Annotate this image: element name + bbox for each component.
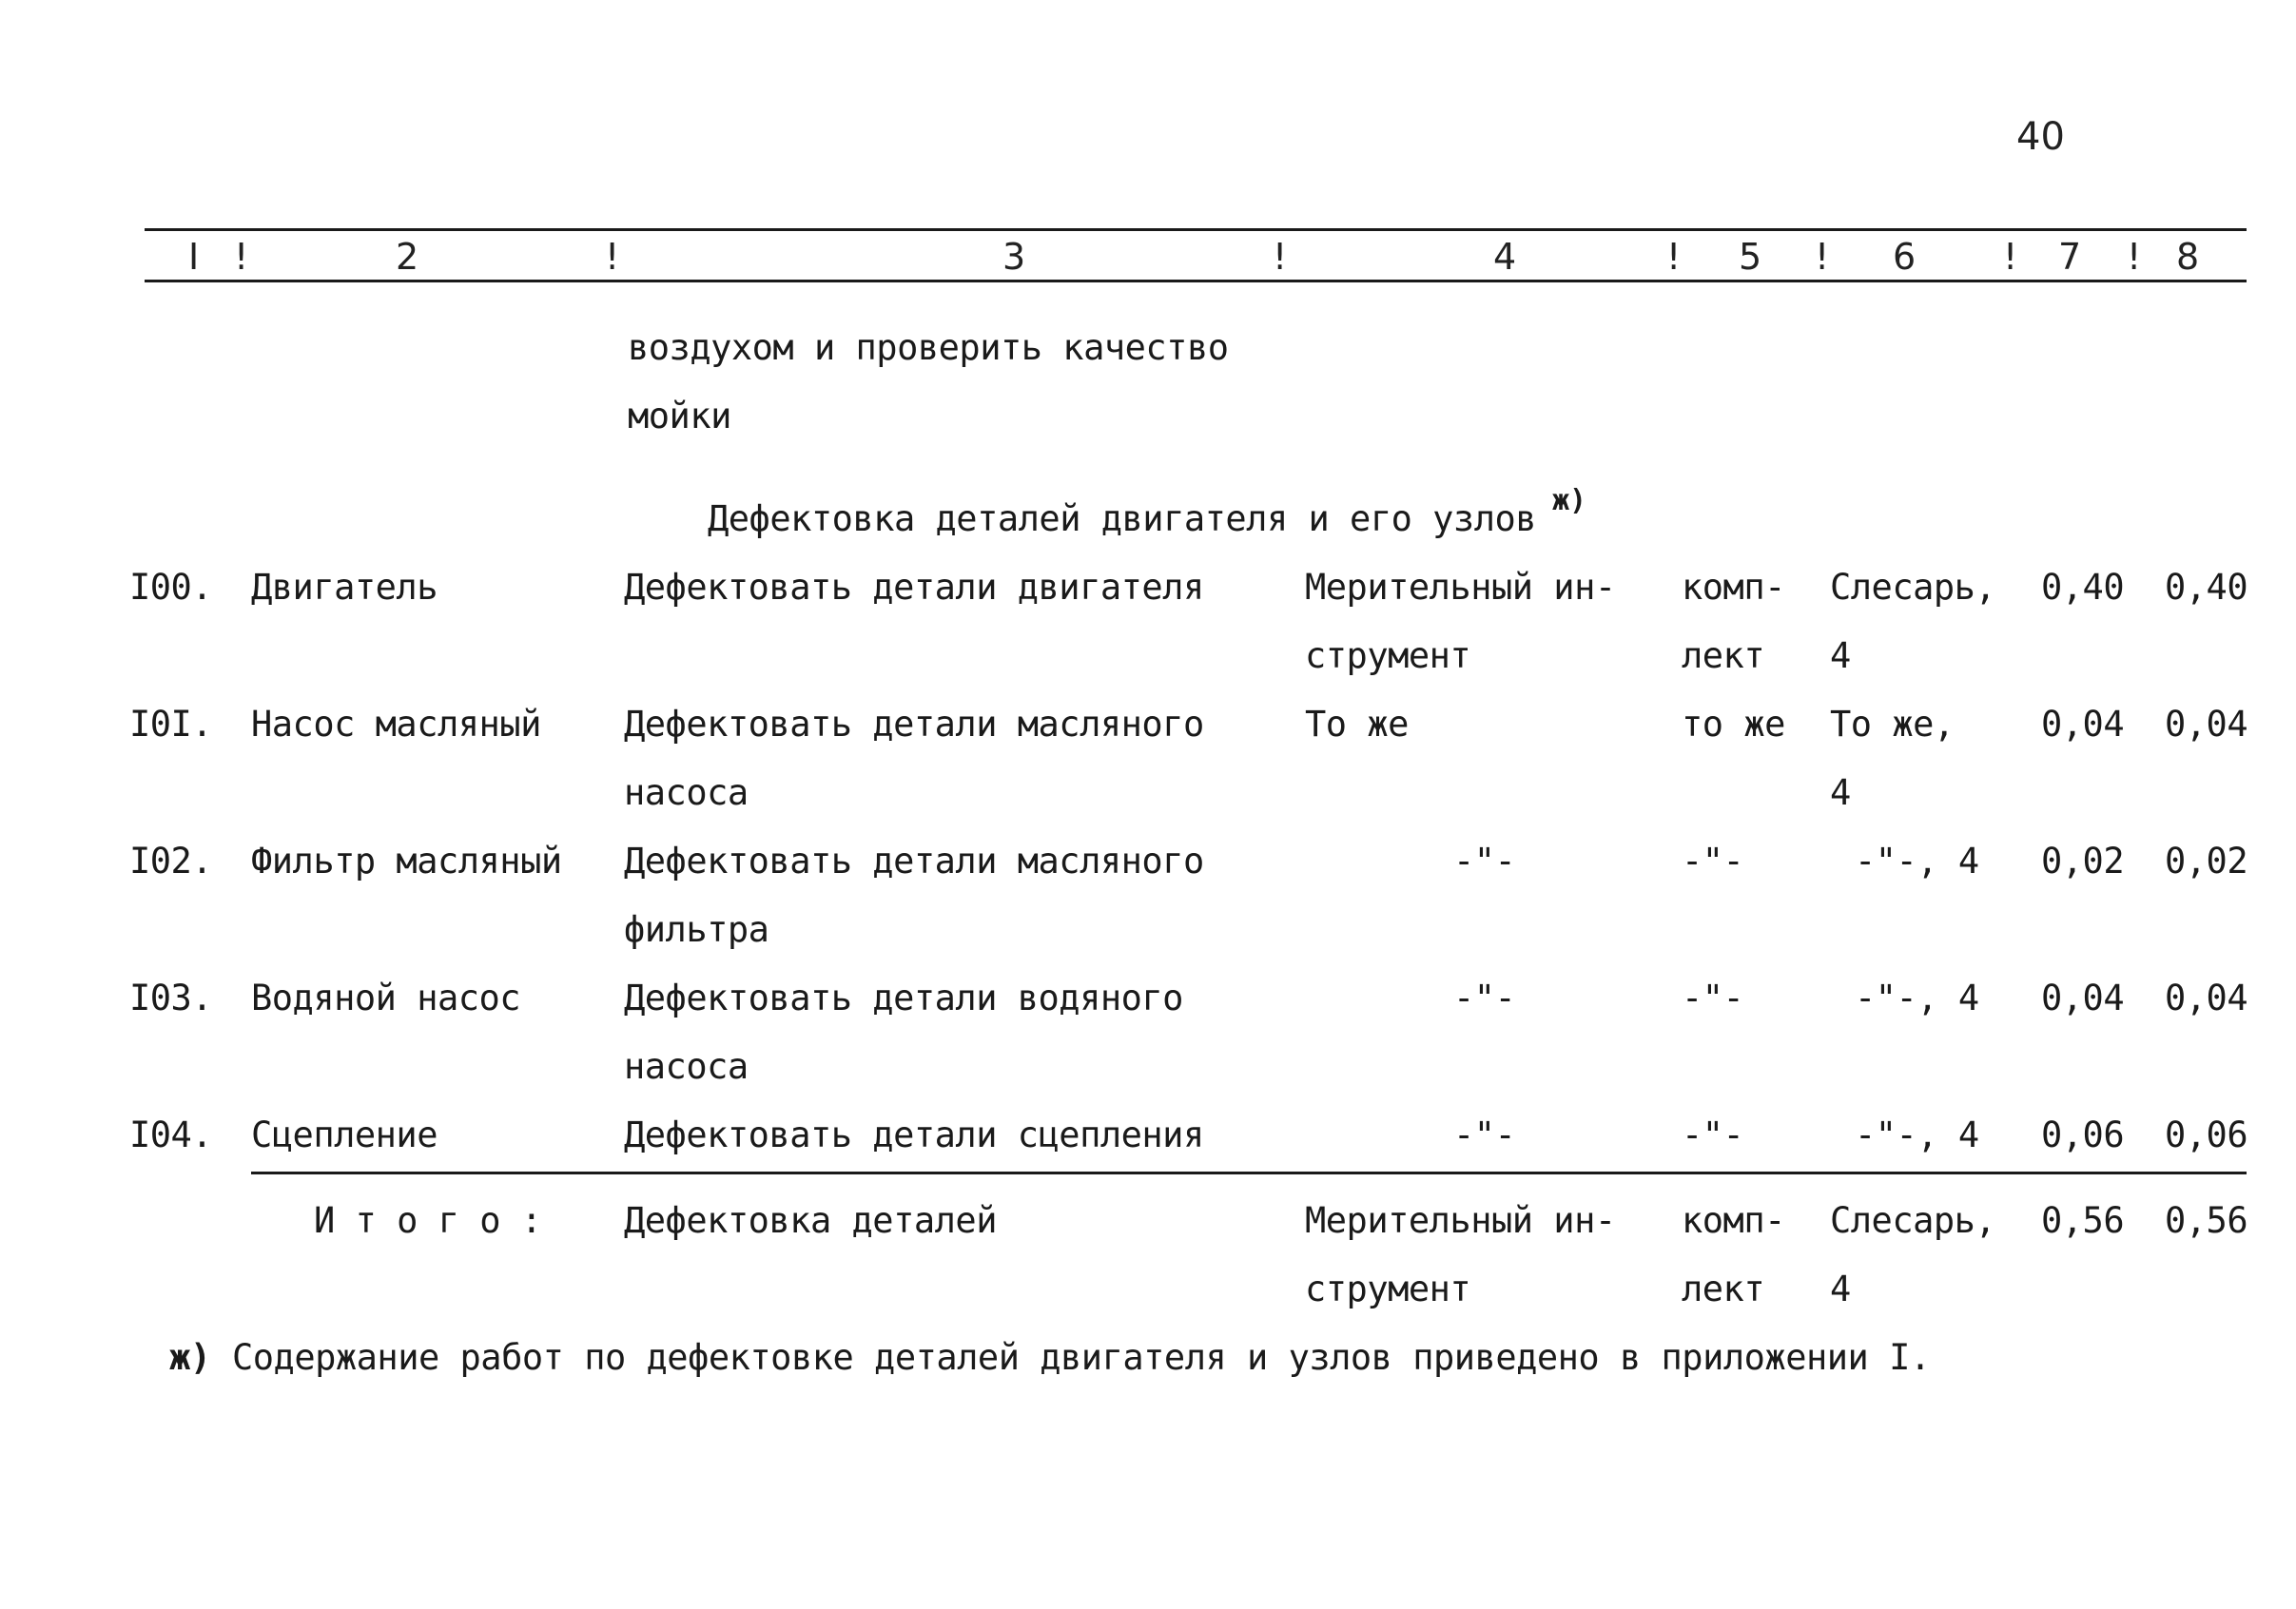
row-number: I03. [129, 978, 213, 1018]
totals-unit-cont: лект [1682, 1269, 1765, 1309]
row-number: I00. [129, 567, 213, 608]
column-header-3: 3 [1002, 236, 1026, 278]
row-name: Двигатель [251, 567, 438, 608]
section-footnote-marker: ж) [1552, 484, 1587, 517]
row-col7: 0,04 [2041, 978, 2125, 1018]
row-worker: -"-, 4 [1855, 841, 1979, 882]
row-name: Фильтр масляный [251, 841, 562, 882]
totals-worker-cont: 4 [1830, 1269, 1851, 1309]
page-number: 40 [2016, 115, 2065, 159]
row-number: I02. [129, 841, 213, 882]
totals-tool-cont: струмент [1305, 1269, 1471, 1309]
row-col7: 0,06 [2041, 1115, 2125, 1155]
continuation-line-2: мойки [628, 396, 731, 436]
footnote-text: Содержание работ по дефектовке деталей двигателя и узлов приведено в приложении I. [232, 1337, 1931, 1378]
column-header-2: 2 [396, 236, 419, 278]
row-unit: -"- [1682, 978, 1744, 1018]
row-unit: -"- [1682, 1115, 1744, 1155]
totals-unit: комп- [1682, 1200, 1785, 1241]
totals-label: И т о г о : [314, 1200, 542, 1241]
row-name: Насос масляный [251, 704, 541, 745]
row-unit: -"- [1682, 841, 1744, 882]
row-name: Сцепление [251, 1115, 438, 1155]
row-worker: Слесарь, [1830, 567, 1996, 608]
row-col7: 0,04 [2041, 704, 2125, 745]
row-unit-cont: лект [1682, 635, 1765, 676]
column-header-7: 7 [2058, 236, 2082, 278]
column-header-6: 6 [1893, 236, 1917, 278]
row-work-cont: фильтра [624, 909, 769, 950]
row-work-cont: насоса [624, 1046, 749, 1087]
row-col7: 0,40 [2041, 567, 2125, 608]
row-tool: Мерительный ин- [1305, 567, 1616, 608]
header-bottom-rule [145, 280, 2247, 282]
row-unit: то же [1682, 704, 1785, 745]
totals-worker: Слесарь, [1830, 1200, 1996, 1241]
row-work: Дефектовать детали водяного [624, 978, 1183, 1018]
header-top-rule [145, 228, 2247, 231]
column-header-4: 4 [1493, 236, 1517, 278]
row-col8: 0,06 [2165, 1115, 2248, 1155]
footnote-marker: ж) [169, 1337, 211, 1378]
row-worker: -"-, 4 [1855, 1115, 1979, 1155]
column-header-1: I [188, 236, 200, 278]
row-worker-cont: 4 [1830, 772, 1851, 813]
totals-work: Дефектовка деталей [624, 1200, 997, 1241]
section-title: Дефектовка деталей двигателя и его узлов [708, 498, 1537, 539]
row-work: Дефектовать детали масляного [624, 841, 1204, 882]
row-col8: 0,04 [2165, 978, 2248, 1018]
totals-col8: 0,56 [2165, 1200, 2248, 1241]
row-work-cont: насоса [624, 772, 749, 813]
row-worker: -"-, 4 [1855, 978, 1979, 1018]
column-separator: ! [2127, 236, 2142, 278]
column-separator: ! [1273, 236, 1288, 278]
row-work: Дефектовать детали сцепления [624, 1115, 1204, 1155]
row-number: I04. [129, 1115, 213, 1155]
row-work: Дефектовать детали масляного [624, 704, 1204, 745]
row-col8: 0,40 [2165, 567, 2248, 608]
column-separator: ! [1815, 236, 1830, 278]
column-header-5: 5 [1739, 236, 1762, 278]
row-unit: комп- [1682, 567, 1785, 608]
column-separator: ! [2003, 236, 2018, 278]
row-col7: 0,02 [2041, 841, 2125, 882]
totals-rule [251, 1172, 2247, 1174]
row-col8: 0,04 [2165, 704, 2248, 745]
column-separator: ! [605, 236, 620, 278]
row-tool: -"- [1453, 978, 1516, 1018]
row-worker-cont: 4 [1830, 635, 1851, 676]
row-tool: -"- [1453, 1115, 1516, 1155]
totals-tool: Мерительный ин- [1305, 1200, 1616, 1241]
row-col8: 0,02 [2165, 841, 2248, 882]
continuation-line-1: воздухом и проверить качество [628, 327, 1229, 368]
row-tool-cont: струмент [1305, 635, 1471, 676]
row-name: Водяной насос [251, 978, 521, 1018]
totals-col7: 0,56 [2041, 1200, 2125, 1241]
column-header-8: 8 [2176, 236, 2200, 278]
row-tool: -"- [1453, 841, 1516, 882]
row-tool: То же [1305, 704, 1409, 745]
row-worker: То же, [1830, 704, 1955, 745]
column-separator: ! [234, 236, 249, 278]
column-separator: ! [1666, 236, 1682, 278]
row-work: Дефектовать детали двигателя [624, 567, 1204, 608]
row-number: I0I. [129, 704, 213, 745]
